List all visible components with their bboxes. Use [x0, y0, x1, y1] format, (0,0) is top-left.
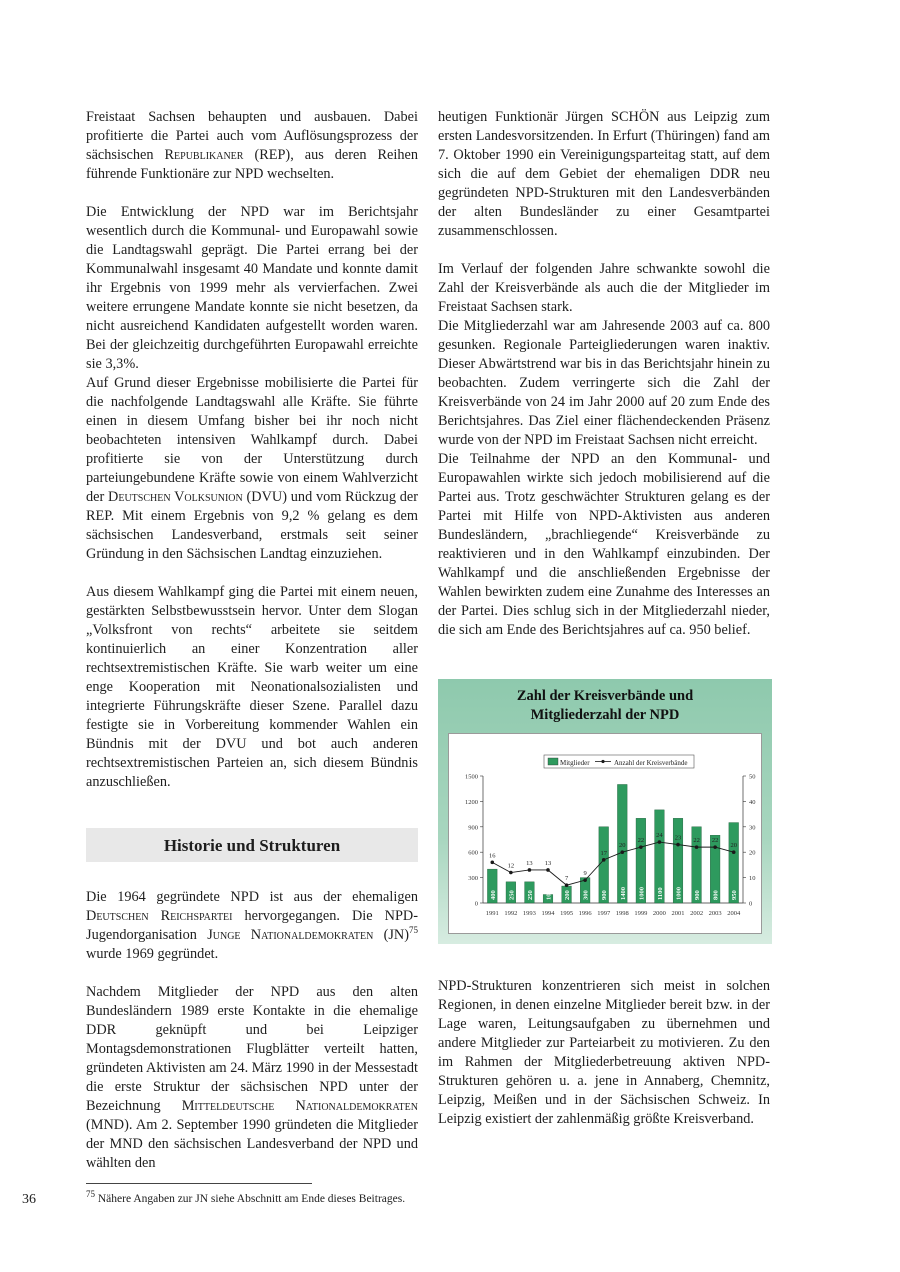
line-point — [546, 868, 550, 872]
x-tick-label: 1993 — [522, 910, 536, 917]
line-value-label: 13 — [544, 859, 552, 867]
section-heading-box — [86, 828, 418, 862]
bar-value-label: 100 — [545, 890, 553, 900]
line-point — [602, 858, 606, 862]
x-tick-label: 2002 — [690, 910, 704, 917]
bar-value-label: 1400 — [619, 887, 627, 900]
x-tick-label: 1999 — [634, 910, 648, 917]
x-tick-label: 1996 — [578, 910, 592, 917]
bar-value-label: 400 — [489, 890, 497, 900]
x-tick-label: 2004 — [727, 910, 741, 917]
line-point — [732, 850, 736, 854]
line-value-label: 9 — [583, 870, 587, 878]
bar-value-label: 950 — [731, 890, 739, 900]
footnote-divider — [86, 1183, 312, 1184]
legend-line-marker — [601, 760, 604, 763]
x-tick-label: 1992 — [504, 910, 518, 917]
paragraph: heutigen Funktionär Jürgen SCHÖN aus Leipzig zum ersten Landesvorsitzenden. In Erfurt (Thüringen) fand am 7. Oktober 1990 ein Vereinigungsparteitag statt, auf dem sich die auf dem Gebiet der ehemaligen DDR neu gegründeten NPD-Strukturen mit den Landesverbänden der alten Bundesländer zu einer Gesamtpartei zusammenschlossen. — [438, 109, 770, 239]
y-left-tick-label: 900 — [468, 824, 478, 832]
x-tick-label: 2003 — [708, 910, 722, 917]
line-value-label: 13 — [526, 859, 533, 867]
footnote-reference: 75 — [409, 925, 419, 936]
line-value-label: 22 — [693, 837, 700, 845]
line-point — [509, 871, 513, 875]
line-value-label: 16 — [489, 852, 496, 860]
section-heading: Historie und Strukturen — [163, 835, 341, 855]
x-tick-label: 2000 — [652, 910, 666, 917]
line-point — [583, 878, 587, 882]
legend-bar-label: Mitglieder — [560, 759, 590, 767]
line-value-label: 17 — [600, 849, 607, 857]
line-point — [639, 845, 643, 849]
left-column — [86, 108, 418, 1173]
paragraph: Im Verlauf der folgenden Jahre schwankte sowohl die Zahl der Kreisverbände als auch die der Mitglieder im Freistaat Sachsen stark. — [438, 261, 770, 315]
bar-value-label: 900 — [694, 890, 702, 900]
y-right-tick-label: 50 — [749, 773, 756, 781]
line-value-label: 20 — [619, 842, 626, 850]
right-column — [438, 108, 770, 640]
x-tick-label: 1995 — [560, 910, 574, 917]
paragraph: Die Mitgliederzahl war am Jahresende 2003 auf ca. 800 gesunken. Regionale Parteigliederungen waren inaktiv. Dieser Abwärtstrend war bis in das Berichtsjahr hinein zu beobachten. Zudem verringerte sich die Zahl der Kreisverbände von 24 im Jahr 2000 auf 20 zum Ende des Berichtsjahres. Das Ziel einer flächendeckenden Präsenz wurde von der NPD im Freistaat Sachsen nicht erreicht. — [438, 318, 770, 448]
paragraph: Aus diesem Wahlkampf ging die Partei mit einem neuen, gestärkten Selbstbewusstsein hervor. Unter dem Slogan „Volksfront von rechts“ arbeitete sie seitdem kontinuierlich an einer Konzentration aller rechtsextremistischen Kräfte. Sie warb weiter um eine enge Kooperation mit Neonationalsozialisten und integrierte Führungskräfte dieser Szene. Parallel dazu festigte sie in Vorbereitung kommender Wahlen ein Bündnis mit der DVU und bot auch anderen rechtsextremistischen Parteien an, sich diesem Bündnis anzuschließen. — [86, 584, 418, 790]
line-point — [713, 845, 717, 849]
line-point — [658, 840, 662, 844]
bar-value-label: 250 — [508, 890, 516, 900]
chart-plot-area — [448, 733, 762, 934]
y-left-tick-label: 0 — [474, 900, 478, 908]
page-number: 36 — [22, 1192, 36, 1207]
line-value-label: 12 — [507, 862, 515, 870]
paragraph: Die Entwicklung der NPD war im Berichtsjahr wesentlich durch die Kommunal- und Europawahl sowie die Landtagswahl geprägt. Die Partei errang bei der Kommunalwahl insgesamt 40 Mandate und konnte damit ihr Ergebnis von 1999 mehr als vervierfachen. Zwei weitere errungene Mandate konnte sie nicht besetzen, da nicht ausreichend Kandidaten aufgestellt worden waren. Bei der gleichzeitig durchgeführten Europawahl erreichte sie 3,3%. — [86, 204, 418, 372]
paragraph: Nachdem Mitglieder der NPD aus den alten Bundesländern 1989 erste Kontakte in die ehemalige DDR geknüpft und bei Leipziger Montagsdemonstrationen Flugblätter verteilt hatten, gründeten Aktivisten am 24. März 1990 in der Messestadt die erste Struktur der sächsischen NPD unter der Bezeichnung Mitteldeutsche Nationaldemokraten (MND). Am 2. September 1990 gründeten die Mitglieder der MND den sächsischen Landesverband der NPD und wählten den — [86, 984, 418, 1171]
y-right-tick-label: 10 — [749, 875, 756, 883]
line-value-label: 7 — [564, 875, 569, 883]
x-tick-label: 1991 — [485, 910, 499, 917]
y-right-tick-label: 40 — [749, 798, 756, 806]
bar-value-label: 200 — [564, 890, 572, 900]
line-point — [528, 868, 532, 872]
line-point — [695, 845, 699, 849]
y-right-tick-label: 20 — [749, 849, 756, 857]
bar-value-label: 1000 — [638, 887, 646, 900]
bar-value-label: 800 — [712, 890, 720, 900]
line-value-label: 22 — [637, 837, 645, 845]
bar-value-label: 1100 — [656, 887, 664, 900]
footnote: $^{75}$ Nähere Angaben zur JN siehe Abschnitt am Ende dieses Beitrages. — [86, 1189, 406, 1205]
right-column-lower — [438, 977, 770, 1129]
x-tick-label: 1997 — [597, 910, 611, 917]
line-point — [565, 883, 569, 887]
chart-title: Zahl der Kreisverbände und Mitgliederzahl der NPD — [516, 688, 694, 723]
line-value-label: 24 — [656, 832, 663, 840]
paragraph: Freistaat Sachsen behaupten und ausbauen. Dabei profitierte die Partei auch vom Auflösungsprozess der sächsischen Republikaner (REP), aus deren Reihen führende Funktionäre zur NPD wechselten. — [86, 109, 419, 182]
y-right-tick-label: 0 — [749, 900, 753, 908]
legend-bar-swatch — [548, 758, 558, 765]
line-point — [490, 861, 494, 865]
line-value-label: 20 — [730, 842, 737, 850]
x-tick-label: 1994 — [541, 910, 555, 917]
line-point — [676, 843, 680, 847]
chart-panel — [438, 679, 772, 944]
paragraph: Auf Grund dieser Ergebnisse mobilisierte die Partei für die nachfolgende Landtagswahl alle Kräfte. Sie führte einen in diesem Umfang bisher bei ihr noch nicht beobachteten intensiven Wahlkampf durch. Dabei profitierte sie von der Unterstützung durch parteiungebundene Kräfte sowie von einem Wahlverzicht der Deutschen Volksunion (DVU) und vom Rückzug der REP. Mit einem Ergebnis von 9,2 % gelang es dem sächsischen Landesverband, erstmals seit seiner Gründung in den Sächsischen Landtag einzuziehen. — [86, 375, 418, 562]
bar-value-label: 300 — [582, 890, 590, 900]
bar-value-label: 250 — [526, 890, 534, 900]
x-tick-label: 1998 — [615, 910, 629, 917]
y-left-tick-label: 1500 — [465, 773, 478, 781]
y-left-tick-label: 600 — [468, 849, 478, 857]
y-right-tick-label: 30 — [749, 824, 756, 832]
line-value-label: 22 — [711, 837, 719, 845]
paragraph: NPD-Strukturen konzentrieren sich meist in solchen Regionen, in denen einzelne Mitglieder bereit bzw. in der Lage waren, Leitungsaufgaben zu übernehmen und andere Mitglieder zur Parteiarbeit zu motivieren. Zu den im Rahmen der Mitgliederbetreuung aktiven NPD-Strukturen gehören u. a. jene in Annaberg, Chemnitz, Leipzig, Meißen und in der Sächsischen Schweiz. In Leipzig existiert der zahlenmäßig größte Kreisverband. — [438, 978, 770, 1127]
legend-line-label: Anzahl der Kreisverbände — [614, 759, 688, 767]
y-left-tick-label: 300 — [468, 875, 478, 883]
line-value-label: 23 — [674, 834, 682, 842]
line-point — [620, 850, 624, 854]
y-left-tick-label: 1200 — [465, 798, 478, 806]
paragraph: Die 1964 gegründete NPD ist aus der ehemaligen Deutschen Reichspartei hervorgegangen. Die NPD-Jugendorganisation Junge Nationaldemokraten (JN)$^{75}$ wurde 1969 gegründet. — [86, 889, 419, 962]
x-tick-label: 2001 — [671, 910, 685, 917]
bar-value-label: 900 — [601, 890, 609, 900]
chart-svg — [449, 734, 763, 935]
paragraph: Die Teilnahme der NPD an den Kommunal- und Europawahlen wirkte sich jedoch mobilisierend auf die Partei aus. Trotz geschwächter Strukturen gelang es der Partei mit Hilfe von NPD-Aktivisten aus anderen Bundesländern, „brachliegende“ Kreisverbände zu reaktivieren und in den Wahlkampf einzubinden. Der Wahlkampf und die anschließenden Ergebnisse der Wahlen bewirkten zudem eine Zunahme des Interesses an der Partei. Dies schlug sich in der Mitgliederzahl nieder, die sich am Ende des Berichtsjahres auf ca. 950 belief. — [438, 451, 770, 638]
bar-value-label: 1000 — [675, 887, 683, 900]
